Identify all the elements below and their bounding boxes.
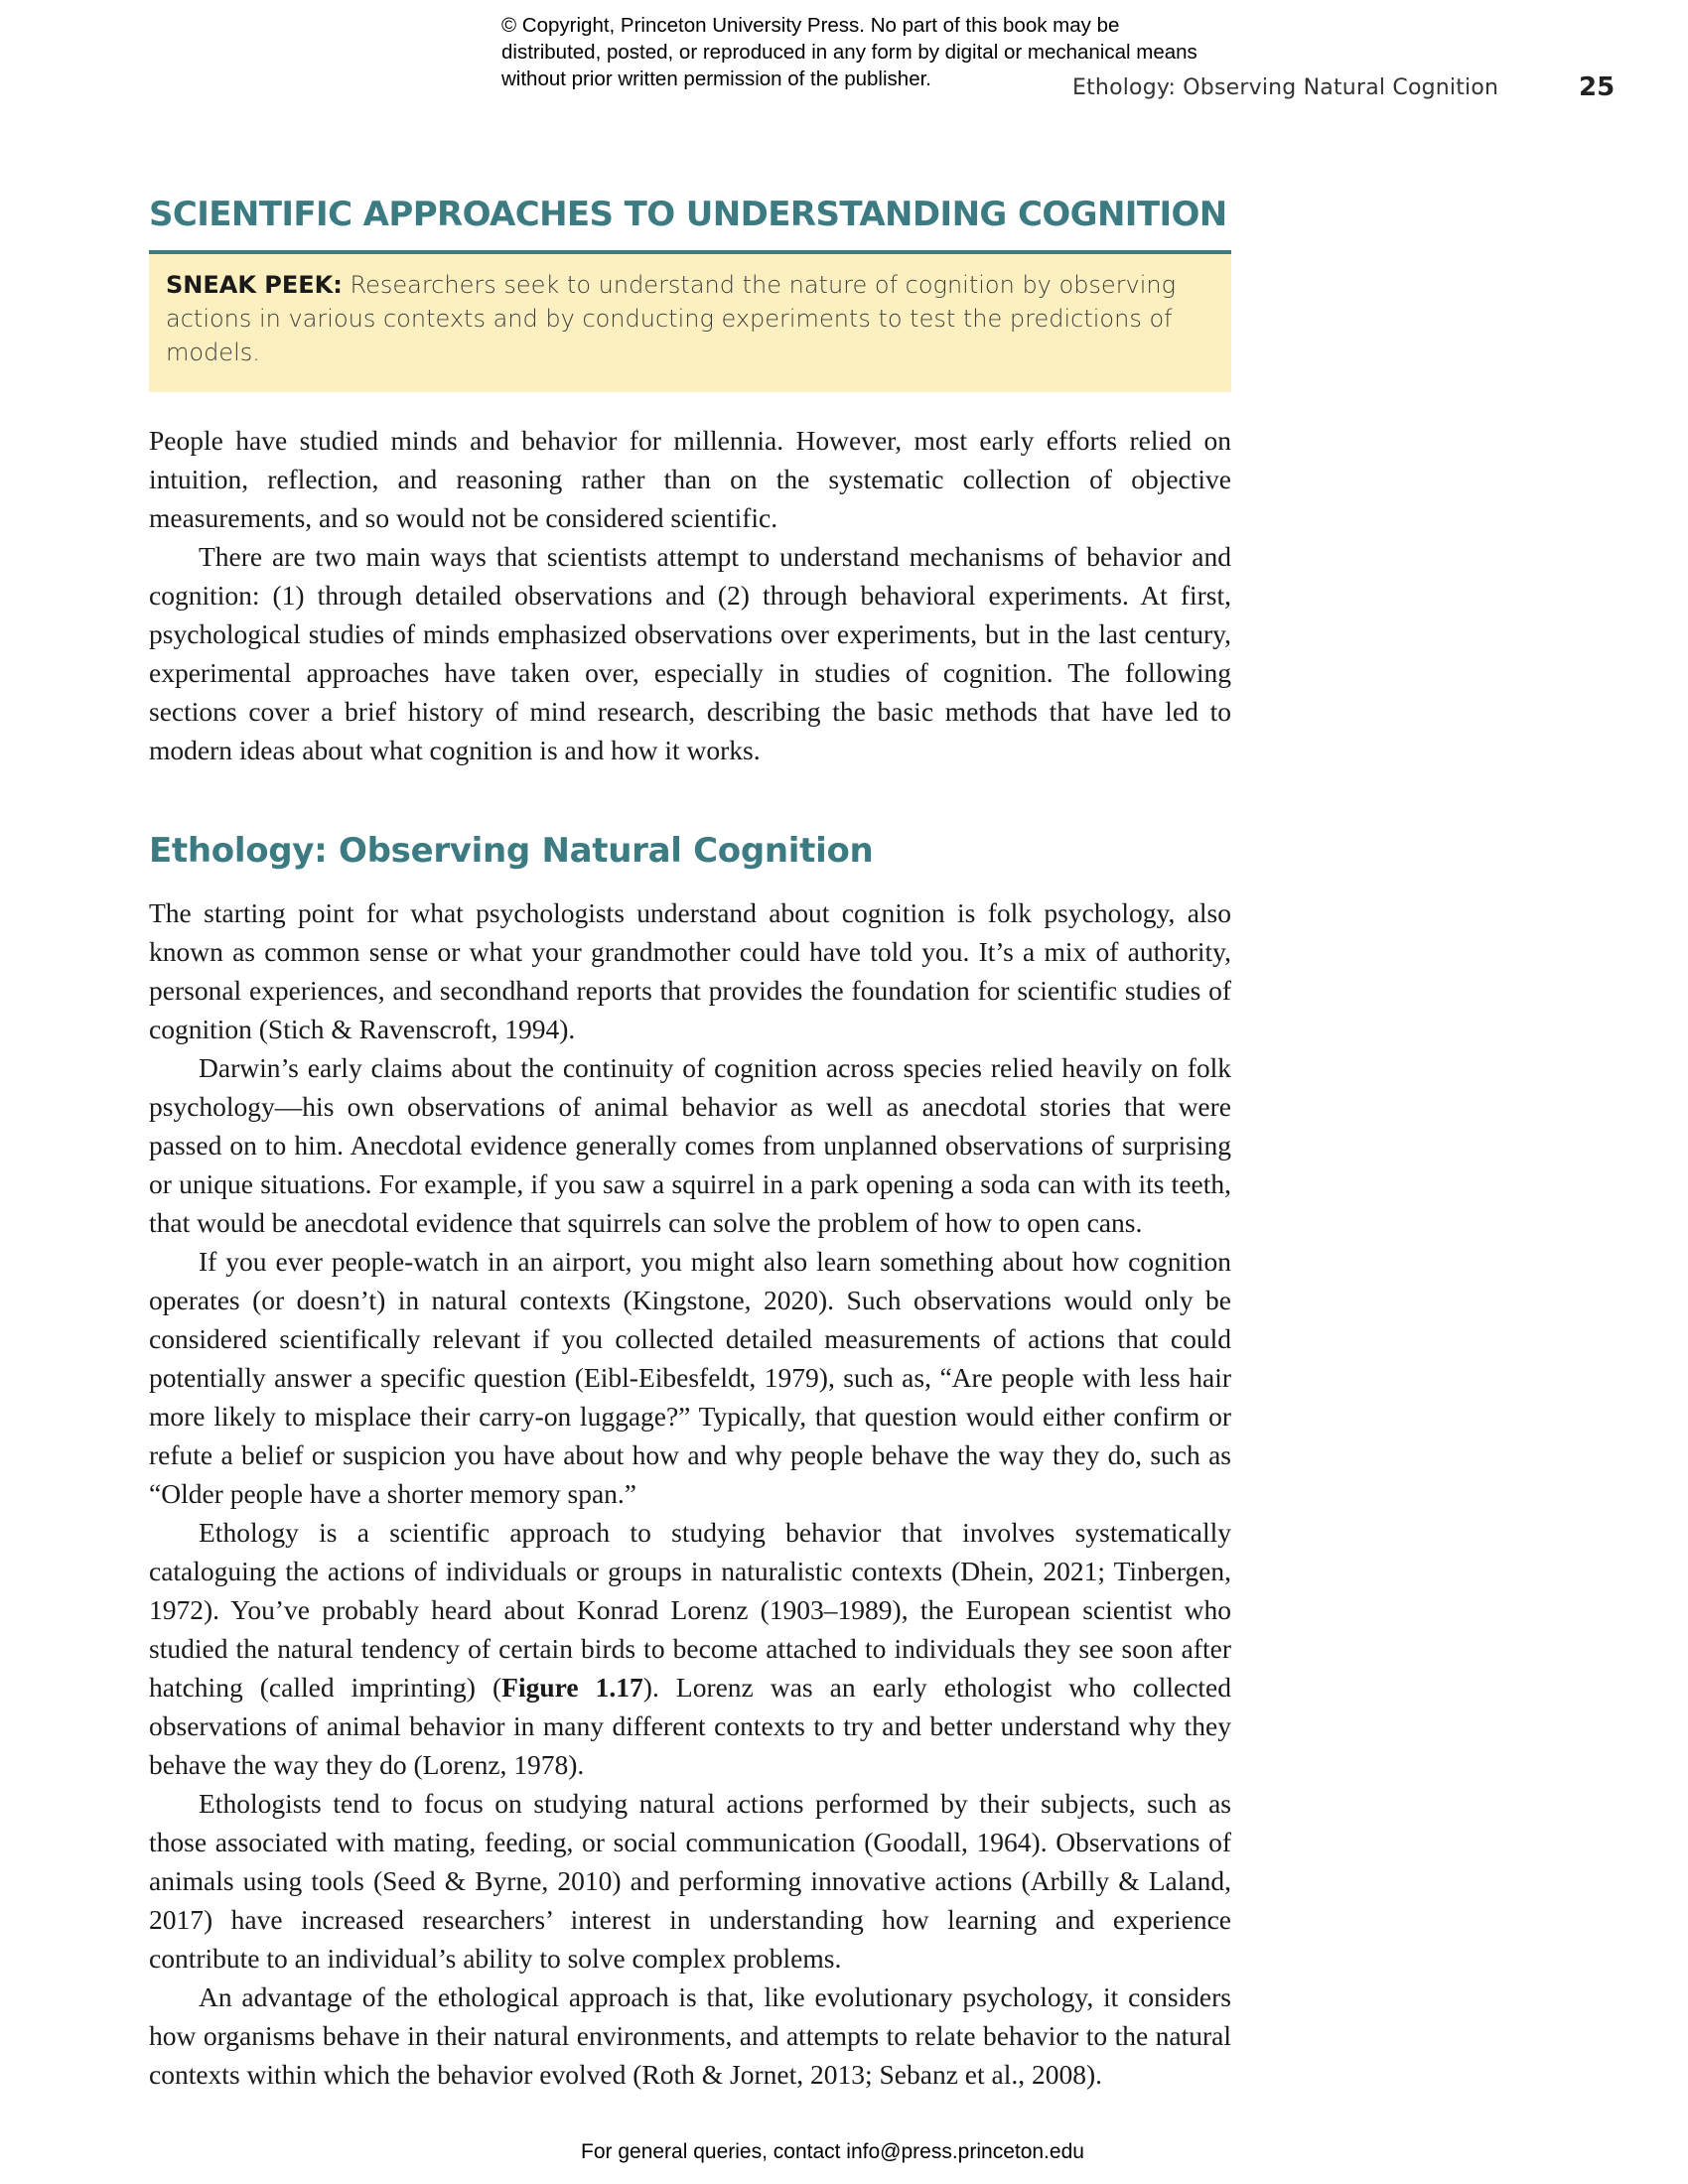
paragraph-text: ). Lorenz was an early ethologist who collected observations of animal behavior in many different contexts to try and better understand why they behave the way they do (Lorenz, 1978). (149, 1672, 1231, 1780)
paragraph: People have studied minds and behavior for millennia. However, most early efforts relied on intuition, reflection, and reasoning rather than on the systematic collection of objective measurements, and so would not be considered scientific. (149, 425, 1231, 533)
subsection-title: Ethology: Observing Natural Cognition (149, 831, 874, 871)
paragraph: There are two main ways that scientists attempt to understand mechanisms of behavior and cognition: (1) through detailed observations and (2) through behavioral experiments. At first, psychological studies of minds emphasized observations over experiments, but in the last century, experimental approaches have taken over, especially in studies of cognition. The following sections cover a brief history of mind research, describing the basic methods that have led to modern ideas about what cognition is and how it works. (149, 541, 1231, 765)
paragraph: Ethologists tend to focus on studying natural actions performed by their subjects, such as those associated with mating, feeding, or social communication (Goodall, 1964). Observations of animals using tools (Seed & Byrne, 2010) and performing innovative actions (Arbilly & Laland, 2017) have increased researchers’ interest in understanding how learning and experience contribute to an individual’s ability to solve complex problems. (149, 1788, 1231, 1974)
paragraph: An advantage of the ethological approach is that, like evolutionary psychology, it considers how organisms behave in their natural environments, and attempts to relate behavior to the natural contexts within which the behavior evolved (Roth & Jornet, 2013; Sebanz et al., 2008). (149, 1981, 1231, 2090)
footer-contact: For general queries, contact info@press.princeton.edu (581, 2140, 1084, 2163)
sneak-peek-text: Researchers seek to understand the nature of cognition by observing actions in various contexts and by conducting experiments to test the predictions of models. (166, 271, 1177, 366)
paragraph (149, 1513, 1231, 1784)
paragraph: Darwin’s early claims about the continuity of cognition across species relied heavily on folk psychology—his own observations of animal behavior as well as anecdotal stories that were passed on to him. Anecdotal evidence generally comes from unplanned observations of surprising or unique situations. For example, if you saw a squirrel in a park opening a soda can with its teeth, that would be anecdotal evidence that squirrels can solve the problem of how to open cans. (149, 1052, 1231, 1238)
sneak-peek-box (149, 250, 1231, 392)
page-number: 25 (1579, 72, 1616, 102)
running-head: Ethology: Observing Natural Cognition (1072, 75, 1499, 100)
paragraph-text: Ethology is a scientific approach to studying behavior that involves systematically cataloguing the actions of individuals or groups in naturalistic contexts (Dhein, 2021; Tinbergen, 1972). You’ve probably heard about Konrad Lorenz (1903–1989), the European scientist who studied the natural tendency of certain birds to become attached to individuals they see soon after hatching (called imprinting) ( (149, 1517, 1231, 1703)
paragraph: If you ever people-watch in an airport, you might also learn something about how cognition operates (or doesn’t) in natural contexts (Kingstone, 2020). Such observations would only be considered scientifically relevant if you collected detailed measurements of actions that could potentially answer a specific question (Eibl-Eibesfeldt, 1979), such as, “Are people with less hair more likely to misplace their carry-on luggage?” Typically, that question would either confirm or refute a belief or suspicion you have about how and why people behave the way they do, such as “Older people have a shorter memory span.” (149, 1246, 1231, 1509)
section-title: SCIENTIFIC APPROACHES TO UNDERSTANDING COGNITION (149, 195, 1227, 234)
paragraph: The starting point for what psychologists understand about cognition is folk psychology, also known as common sense or what your grandmother could have told you. It’s a mix of authority, personal experiences, and secondhand reports that provides the foundation for scientific studies of cognition (Stich & Ravenscroft, 1994). (149, 897, 1231, 1044)
figure-reference[interactable]: Figure 1.17 (501, 1672, 643, 1703)
intro-text (149, 421, 1231, 769)
ethology-text (149, 893, 1231, 2094)
copyright-notice: © Copyright, Princeton University Press. No part of this book may be distributed, posted, or reproduced in any form by digital or mechanical means without prior written permission of the publisher. (501, 14, 1197, 90)
sneak-peek-label: SNEAK PEEK: (166, 271, 343, 299)
